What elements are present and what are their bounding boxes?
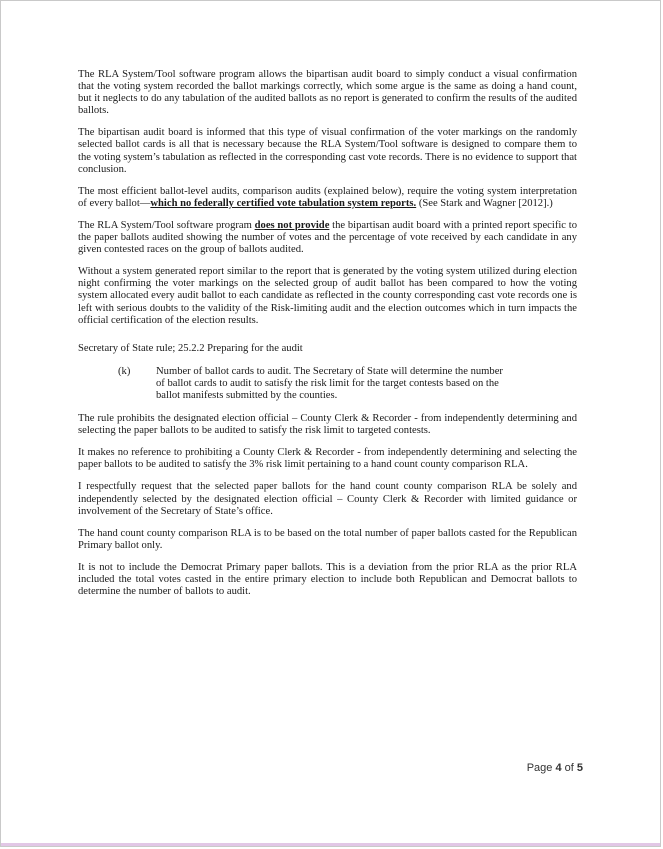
page-word: Page (526, 762, 556, 774)
page-of: of (561, 762, 577, 774)
page-total: 5 (576, 762, 583, 774)
paragraph-respectful-request: I respectfully request that the selected paper ballots for the hand count county comparison RLA be solely and independently selected by the designated election official – County Clerk & Recorder with limited guidance or involvement of the Secretary of State’s office. (78, 481, 577, 517)
rule-heading: Secretary of State rule; 25.2.2 Preparing for the audit (78, 342, 303, 354)
document-body (78, 69, 577, 608)
emphasis-does-not-provide: does not provide (254, 219, 330, 231)
page-current: 4 (555, 762, 562, 774)
paragraph-ballot-level-audits-start: The most efficient ballot-level audits, comparison audits (explained below), require the voting system interpretation of every ballot— (78, 185, 577, 209)
paragraph-no-printed-report (78, 220, 577, 256)
paragraph-audit-board-informed: The bipartisan audit board is informed that this type of visual confirmation of the voter markings on the randomly selected ballot cards is all that is necessary because the RLA System/Tool software is designed to compare them to the voting system’s tabulation as reflected in the corresponding cast vote records. There is no evidence to support that conclusion. (78, 127, 577, 175)
page-number (527, 762, 583, 774)
paragraph-republican-primary: The hand count county comparison RLA is to be based on the total number of paper ballots casted for the Republican Primary ballot only. (78, 527, 577, 551)
paragraph-without-system-report: Without a system generated report similar to the report that is generated by the voting system utilized during election night confirming the voter markings on the selected group of audit ballot has been compared to how the voting system allocated every audit ballot to each candidate as reflected in the county corresponding cast vote records one is left with serious doubts to the validity of the Risk-limiting audit and the election outcomes which in turn impacts the official certification of the election results. (78, 266, 577, 326)
paragraph-ballot-level-audits-citation: (See Stark and Wagner [2012].) (416, 197, 553, 209)
rule-item-text (156, 366, 546, 402)
paragraph-no-reference: It makes no reference to prohibiting a County Clerk & Recorder - from independently determining and selecting the paper ballots to be audited to satisfy the 3% risk limit pertaining to a hand count county comparison RLA. (78, 447, 577, 471)
rule-item-k (78, 366, 577, 402)
paragraph-no-printed-report-start: The RLA System/Tool software program (78, 219, 255, 231)
rule-text-line: Number of ballot cards to audit. The Secretary of State will determine the number (156, 365, 503, 377)
paragraph-no-printed-report-end: the bipartisan audit board with a printed report specific to the paper ballots audited showing the number of votes and the percentage of vote received by each candidate in any given contested races on the group of ballots audited. (78, 219, 577, 256)
rule-item-label: (k) (118, 365, 131, 377)
emphasis-no-certified-system: which no federally certified vote tabulation system reports. (150, 197, 417, 209)
rule-text-line: ballot manifests submitted by the counties. (156, 389, 338, 401)
paragraph-democrat-exclusion: It is not to include the Democrat Primary paper ballots. This is a deviation from the prior RLA as the prior RLA included the total votes casted in the entire primary election to include both Republican and Democrat ballots to determine the number of ballots to audit. (78, 561, 577, 598)
rule-text-line: of ballot cards to audit to satisfy the risk limit for the target contests based on the (156, 377, 499, 389)
paragraph-rla-visual-confirmation: The RLA System/Tool software program allows the bipartisan audit board to simply conduct a visual confirmation that the voting system recorded the ballot markings correctly, which some argue is the same as doing a hand count, but it neglects to do any tabulation of the audited ballots as no report is generated to confirm the results of the audited ballots. (78, 69, 577, 117)
paragraph-rule-prohibits: The rule prohibits the designated election official – County Clerk & Recorder - from independently determining and selecting the paper ballots to be audited to satisfy the risk limit to targeted contests. (78, 413, 577, 437)
paragraph-ballot-level-audits (78, 186, 577, 210)
